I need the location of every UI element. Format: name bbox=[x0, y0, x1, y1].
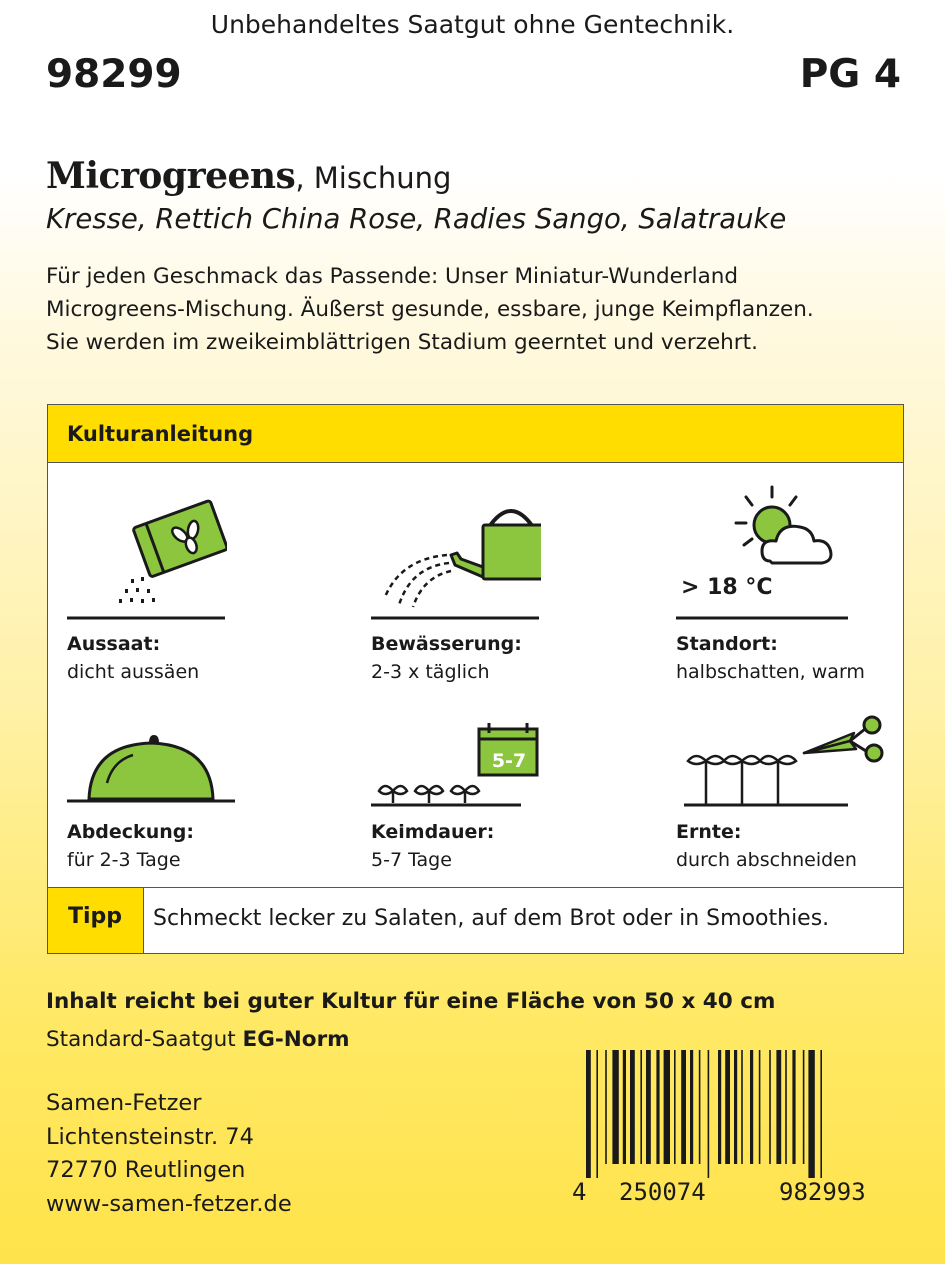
barcode-bar bbox=[785, 1050, 787, 1164]
culture-instructions-box bbox=[47, 404, 904, 954]
barcode-bar bbox=[808, 1050, 814, 1178]
barcode-bar bbox=[725, 1050, 730, 1164]
seed-standard bbox=[46, 1027, 350, 1052]
instruction-value: durch abschneiden bbox=[676, 849, 857, 871]
barcode-bar bbox=[681, 1050, 686, 1164]
instruction-location bbox=[676, 483, 936, 683]
product-varieties: Kresse, Rettich China Rose, Radies Sango, Salatrauke bbox=[46, 203, 787, 235]
standard-prefix: Standard-Saatgut bbox=[46, 1027, 243, 1052]
instructions-heading: Kulturanleitung bbox=[67, 422, 254, 446]
barcode-bar bbox=[759, 1050, 761, 1164]
barcode-bar bbox=[750, 1050, 753, 1164]
tip-row bbox=[48, 887, 903, 953]
instruction-label: Aussaat: bbox=[67, 633, 161, 655]
address-line: www-samen-fetzer.de bbox=[46, 1190, 292, 1217]
barcode-bar bbox=[708, 1050, 710, 1178]
barcode-bar bbox=[623, 1050, 626, 1164]
standard-norm: EG-Norm bbox=[242, 1027, 350, 1052]
barcode-bar bbox=[656, 1050, 659, 1164]
barcode-bar bbox=[646, 1050, 651, 1164]
calendar-days-text: 5-7 bbox=[491, 750, 527, 772]
product-name: Microgreens bbox=[46, 155, 296, 197]
barcode-bar bbox=[776, 1050, 781, 1164]
price-group: PG 4 bbox=[799, 52, 901, 97]
article-number: 98299 bbox=[46, 52, 182, 97]
instruction-label: Bewässerung: bbox=[371, 633, 522, 655]
barcode-bar bbox=[664, 1050, 670, 1164]
address-line: Samen-Fetzer bbox=[46, 1090, 202, 1116]
tip-text: Schmeckt lecker zu Salaten, auf dem Brot oder in Smoothies. bbox=[153, 906, 830, 931]
barcode-digits-left: 250074 bbox=[619, 1178, 706, 1206]
instruction-value: für 2-3 Tage bbox=[67, 849, 181, 871]
scissors-sprouts-icon bbox=[676, 711, 896, 809]
instruction-sowing bbox=[67, 497, 327, 683]
barcode-bar bbox=[586, 1050, 591, 1178]
cover-dome-icon bbox=[67, 733, 237, 805]
instruction-label: Abdeckung: bbox=[67, 821, 194, 843]
description-line: Für jeden Geschmack das Passende: Unser Miniatur-Wunderland bbox=[46, 264, 739, 289]
instruction-cover bbox=[67, 733, 327, 871]
instructions-header bbox=[48, 405, 903, 463]
barcode-bar bbox=[690, 1050, 693, 1164]
barcode-bar bbox=[820, 1050, 822, 1178]
barcode-bar bbox=[596, 1050, 598, 1178]
barcode-bar bbox=[640, 1050, 642, 1164]
description-line: Microgreens-Mischung. Äußerst gesunde, essbare, junge Keimpflanzen. bbox=[46, 297, 814, 322]
barcode-bar bbox=[803, 1050, 805, 1164]
top-note: Unbehandeltes Saatgut ohne Gentechnik. bbox=[210, 10, 735, 39]
coverage-info: Inhalt reicht bei guter Kultur für eine Fläche von 50 x 40 cm bbox=[46, 989, 776, 1014]
barcode bbox=[572, 1050, 907, 1210]
barcode-bar bbox=[605, 1050, 607, 1164]
barcode-bars bbox=[572, 1050, 907, 1178]
barcode-bar bbox=[699, 1050, 701, 1164]
barcode-bar bbox=[630, 1050, 635, 1164]
watering-can-icon bbox=[371, 497, 541, 621]
product-name-suffix: , Mischung bbox=[295, 161, 452, 195]
instruction-value: 5-7 Tage bbox=[371, 849, 452, 871]
company-address bbox=[46, 1087, 292, 1221]
instruction-germination bbox=[371, 723, 631, 871]
instruction-value: 2-3 x täglich bbox=[371, 661, 490, 683]
seed-packet-icon bbox=[67, 497, 227, 621]
product-description bbox=[46, 260, 916, 359]
barcode-bar bbox=[612, 1050, 618, 1164]
barcode-bar bbox=[792, 1050, 795, 1164]
temperature-text: > 18 °C bbox=[681, 575, 773, 600]
address-line: Lichtensteinstr. 74 bbox=[46, 1123, 254, 1150]
barcode-digits-right: 982993 bbox=[779, 1178, 866, 1206]
barcode-bar bbox=[718, 1050, 721, 1164]
instruction-label: Ernte: bbox=[676, 821, 742, 843]
instruction-label: Keimdauer: bbox=[371, 821, 495, 843]
instruction-value: dicht aussäen bbox=[67, 661, 200, 683]
barcode-bar bbox=[769, 1050, 771, 1164]
barcode-bar bbox=[741, 1050, 743, 1164]
instruction-label: Standort: bbox=[676, 633, 778, 655]
sun-cloud-icon bbox=[676, 483, 856, 621]
barcode-bar bbox=[674, 1050, 676, 1164]
description-line: Sie werden im zweikeimblättrigen Stadium geerntet und verzehrt. bbox=[46, 330, 758, 355]
address-line: 72770 Reutlingen bbox=[46, 1157, 246, 1183]
instruction-harvest bbox=[676, 711, 936, 871]
barcode-digit-first: 4 bbox=[572, 1178, 587, 1206]
instruction-value: halbschatten, warm bbox=[676, 661, 865, 683]
tip-label: Tipp bbox=[48, 888, 144, 953]
barcode-bar bbox=[734, 1050, 737, 1164]
instruction-watering bbox=[371, 497, 631, 683]
product-title bbox=[46, 155, 451, 197]
